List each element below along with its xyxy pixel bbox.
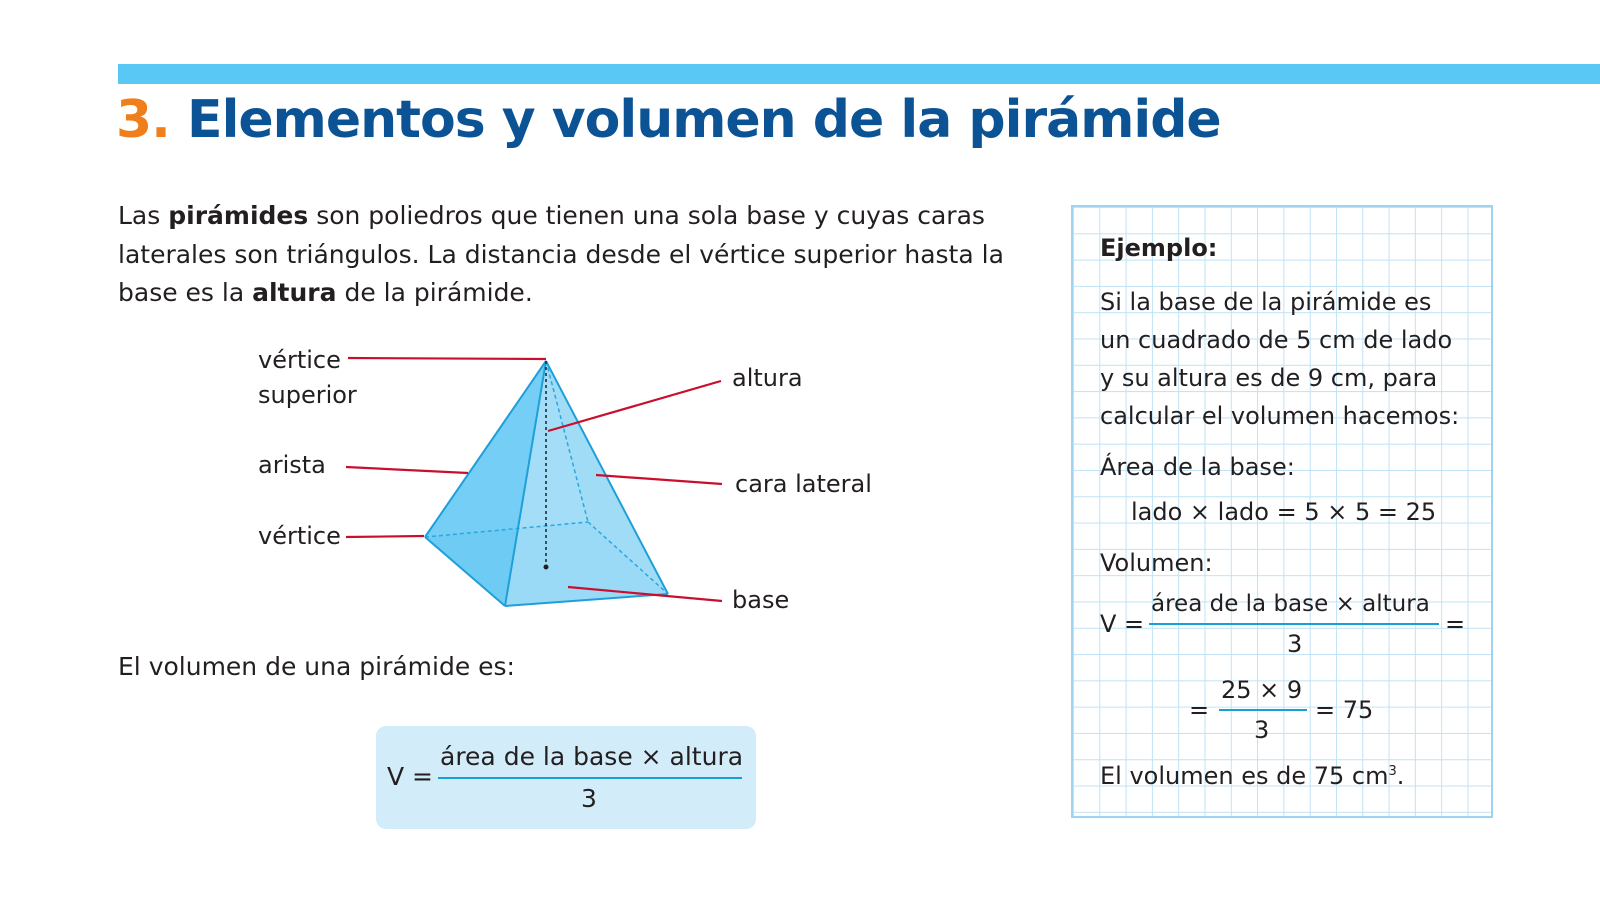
example-step-denominator: 3 [1254, 716, 1270, 744]
example-step-lhs: = [1189, 696, 1210, 724]
example-line-1: Si la base de la pirámide es [1100, 288, 1432, 316]
example-v-numerator: área de la base × altura [1151, 591, 1430, 617]
formula-denominator: 3 [581, 784, 597, 813]
label-cara-lateral: cara lateral [735, 470, 872, 498]
label-altura: altura [732, 364, 803, 392]
example-step-rhs: = 75 [1315, 696, 1374, 724]
intro-text-1: Las [118, 201, 169, 230]
result-exponent: 3 [1388, 764, 1397, 779]
example-panel [1071, 205, 1493, 818]
example-line-3: y su altura es de 9 cm, para [1100, 364, 1438, 392]
volume-heading: Volumen: [1100, 549, 1213, 577]
label-vertice: vértice [258, 522, 341, 550]
result-period: . [1396, 762, 1405, 790]
formula-lhs: V = [387, 762, 433, 791]
example-v-rhs: = [1445, 610, 1466, 638]
label-vertice-superior-line1: vértice [258, 346, 341, 374]
volume-intro: El volumen de una pirámide es: [118, 652, 515, 681]
section-title: Elementos y volumen de la pirámide [187, 90, 1221, 150]
label-vertice-superior-line2: superior [258, 381, 357, 409]
example-line-2: un cuadrado de 5 cm de lado [1100, 326, 1453, 354]
intro-text-3: de la pirámide. [336, 278, 533, 307]
area-calculation: lado × lado = 5 × 5 = 25 [1131, 498, 1437, 526]
example-result [1100, 757, 1404, 795]
label-arista: arista [258, 451, 326, 479]
volume-formula-box [376, 726, 756, 829]
pyramid-diagram [0, 0, 1000, 640]
label-base: base [732, 586, 790, 614]
intro-term-piramides: pirámides [168, 201, 309, 230]
result-text: El volumen es de 75 cm [1100, 762, 1389, 790]
base-center-point [544, 565, 549, 570]
formula-fraction-bar [438, 777, 742, 779]
section-number: 3. [116, 90, 170, 150]
intro-text-2: son poliedros que tienen una sola base y cuyas caras laterales son triángulos. La distancia desde el vértice superior hasta la base es la [118, 201, 1004, 307]
example-heading: Ejemplo: [1100, 234, 1218, 262]
area-heading: Área de la base: [1100, 453, 1295, 481]
intro-term-altura: altura [252, 278, 337, 307]
formula-numerator: área de la base × altura [440, 742, 744, 771]
example-v-lhs: V = [1100, 610, 1145, 638]
example-v-denominator: 3 [1287, 630, 1303, 658]
example-line-4: calcular el volumen hacemos: [1100, 402, 1460, 430]
example-step-numerator: 25 × 9 [1221, 676, 1303, 704]
